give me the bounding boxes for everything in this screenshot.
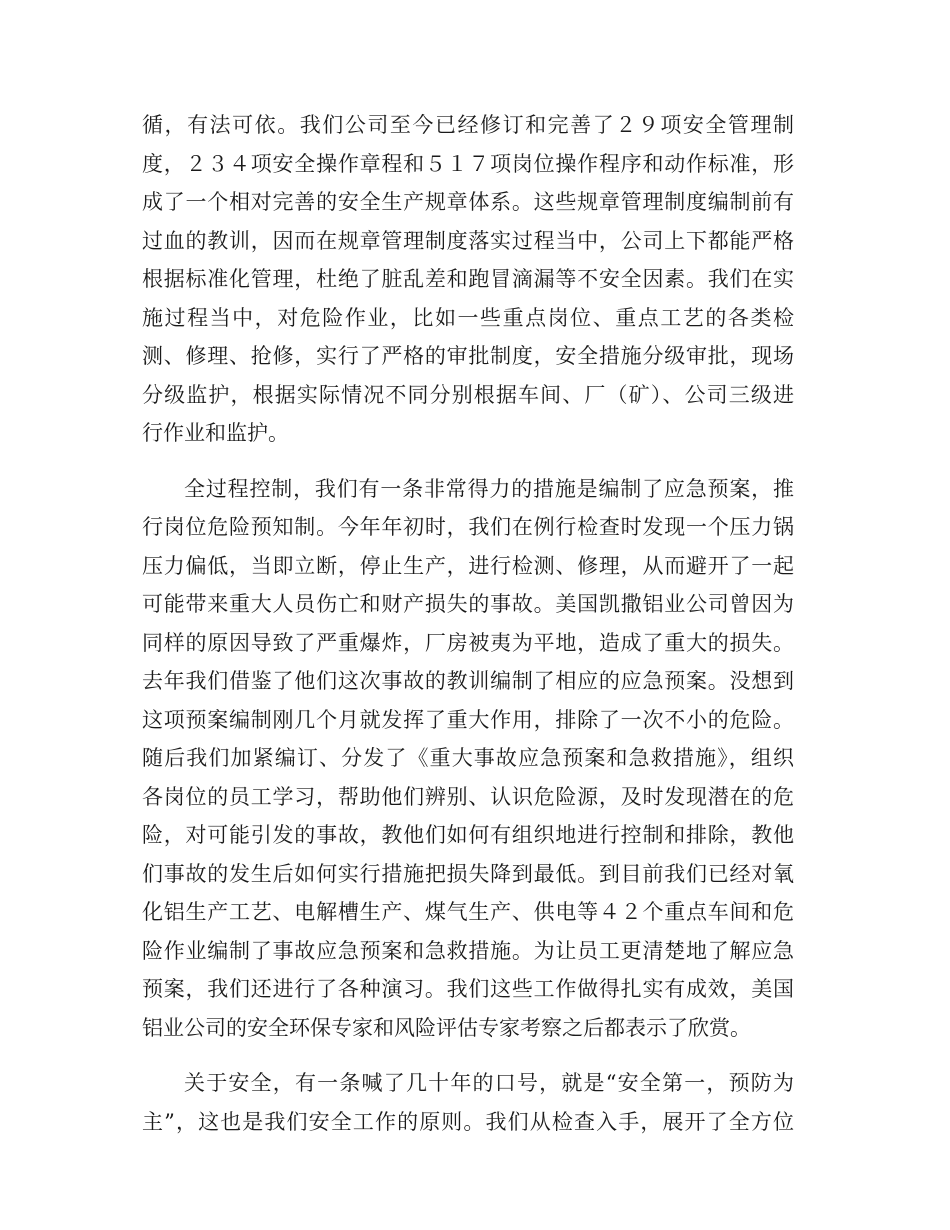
text-line: 行作业和监护。	[142, 421, 289, 445]
paragraph-3	[142, 1064, 794, 1141]
text-line: 各岗位的员工学习，帮助他们辨别、认识危险源，及时发现潜在的危	[142, 784, 794, 809]
paragraph-gap	[142, 453, 794, 470]
text-line: 可能带来重大人员伤亡和财产损失的事故。美国凯撒铝业公司曾因为	[142, 592, 794, 616]
text-line: 险，对可能引发的事故，教他们如何有组织地进行控制和排除，教他	[142, 823, 794, 847]
text-line: 测、修理、抢修，实行了严格的审批制度，安全措施分级审批，现场	[142, 344, 794, 368]
text-line: 去年我们借鉴了他们这次事故的教训编制了相应的应急预案。没想到	[142, 669, 794, 693]
paragraph-1	[142, 106, 794, 453]
text-line: 这项预案编制刚几个月就发挥了重大作用，排除了一次不小的危险。	[142, 707, 794, 732]
paragraph-2	[142, 470, 794, 1048]
paragraph-gap	[142, 1047, 794, 1064]
text-line: 铝业公司的安全环保专家和风险评估专家考察之后都表示了欣赏。	[142, 1015, 751, 1040]
text-line: 随后我们加紧编订、分发了《重大事故应急预案和急救措施》，组织	[142, 746, 794, 770]
text-line-indented: 全过程控制，我们有一条非常得力的措施是编制了应急预案，推	[184, 476, 794, 501]
text-line: 施过程当中，对危险作业，比如一些重点岗位、重点工艺的各类检	[142, 305, 794, 330]
text-line: 根据标准化管理，杜绝了脏乱差和跑冒滴漏等不安全因素。我们在实	[142, 267, 794, 291]
text-line: 主”，这也是我们安全工作的原则。我们从检查入手，展开了全方位	[142, 1109, 794, 1134]
document-body	[142, 106, 794, 1141]
text-line-indented: 关于安全，有一条喊了几十年的口号，就是“安全第一，预防为	[184, 1071, 794, 1095]
text-line: 分级监护，根据实际情况不同分别根据车间、厂（矿）、公司三级进	[142, 382, 794, 407]
text-line: 们事故的发生后如何实行措施把损失降到最低。到目前我们已经对氧	[142, 861, 794, 886]
text-line: 成了一个相对完善的安全生产规章体系。这些规章管理制度编制前有	[142, 190, 794, 214]
text-line: 险作业编制了事故应急预案和急救措施。为让员工更清楚地了解应急	[142, 938, 794, 963]
text-line: 行岗位危险预知制。今年年初时，我们在例行检查时发现一个压力锅	[142, 515, 794, 539]
text-line: 化铝生产工艺、电解槽生产、煤气生产、供电等４２个重点车间和危	[142, 900, 794, 924]
text-line: 同样的原因导致了严重爆炸，厂房被夷为平地，造成了重大的损失。	[142, 630, 794, 655]
text-line: 压力偏低，当即立断，停止生产，进行检测、修理，从而避开了一起	[142, 553, 794, 578]
text-line: 过血的教训，因而在规章管理制度落实过程当中，公司上下都能严格	[142, 228, 794, 253]
text-line: 循，有法可依。我们公司至今已经修订和完善了２９项安全管理制	[142, 113, 794, 137]
text-line: 预案，我们还进行了各种演习。我们这些工作做得扎实有成效，美国	[142, 977, 794, 1001]
text-line: 度，２３４项安全操作章程和５１７项岗位操作程序和动作标准，形	[142, 151, 794, 176]
